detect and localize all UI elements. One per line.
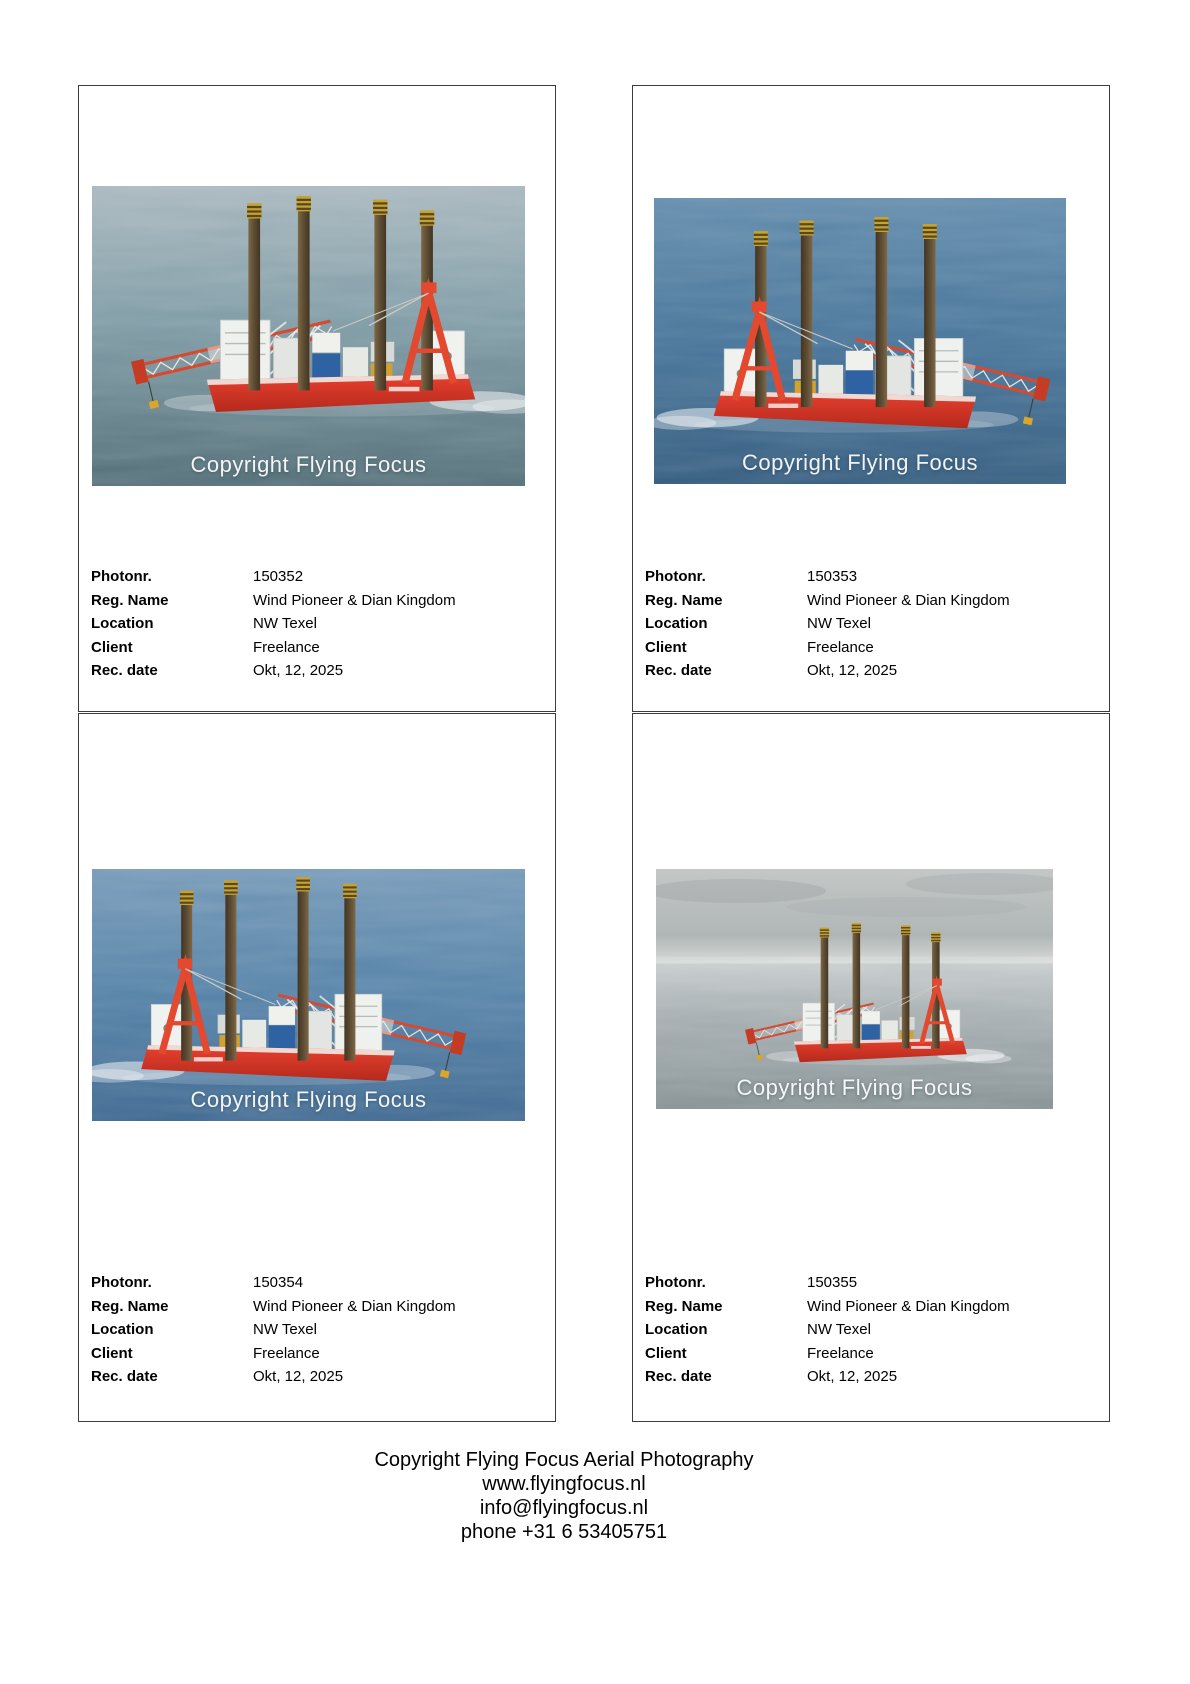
meta-label-reg-name: Reg. Name bbox=[645, 591, 723, 609]
jackup-barge-illustration bbox=[654, 198, 1066, 484]
meta-value-client: Freelance bbox=[253, 1344, 320, 1362]
meta-label-rec-date: Rec. date bbox=[91, 1368, 158, 1385]
meta-row-rec-date bbox=[91, 1368, 547, 1392]
footer-website: www.flyingfocus.nl bbox=[482, 1473, 646, 1495]
meta-label-rec-date: Rec. date bbox=[91, 662, 158, 679]
meta-value-location: NW Texel bbox=[807, 1321, 871, 1338]
meta-label-photonr: Photonr. bbox=[645, 1274, 706, 1291]
meta-row-rec-date bbox=[645, 1368, 1101, 1392]
meta-value-rec-date: Okt, 12, 2025 bbox=[253, 662, 344, 679]
meta-row-reg-name bbox=[645, 1298, 1101, 1322]
jackup-barge-illustration bbox=[656, 869, 1053, 1109]
photo-card bbox=[632, 713, 1110, 1422]
meta-label-client: Client bbox=[645, 1344, 687, 1362]
meta-value-reg-name: Wind Pioneer & Dian Kingdom bbox=[253, 1297, 456, 1315]
footer-email: info@flyingfocus.nl bbox=[479, 1497, 649, 1519]
meta-table bbox=[645, 1274, 1101, 1392]
meta-row-client bbox=[645, 639, 1101, 663]
meta-value-client: Freelance bbox=[253, 638, 320, 656]
meta-row-photonr bbox=[91, 568, 547, 592]
photo-card bbox=[632, 85, 1110, 712]
meta-label-client: Client bbox=[91, 1344, 133, 1362]
meta-value-rec-date: Okt, 12, 2025 bbox=[253, 1368, 344, 1385]
meta-label-rec-date: Rec. date bbox=[645, 662, 712, 679]
meta-label-client: Client bbox=[645, 638, 687, 656]
meta-value-location: NW Texel bbox=[807, 615, 871, 632]
meta-value-reg-name: Wind Pioneer & Dian Kingdom bbox=[253, 591, 456, 609]
meta-row-location bbox=[645, 615, 1101, 639]
meta-label-location: Location bbox=[91, 615, 154, 632]
meta-label-location: Location bbox=[91, 1321, 154, 1338]
meta-value-client: Freelance bbox=[807, 1344, 874, 1362]
meta-label-client: Client bbox=[91, 638, 133, 656]
meta-row-reg-name bbox=[645, 592, 1101, 616]
meta-row-reg-name bbox=[91, 592, 547, 616]
meta-value-photonr: 150355 bbox=[807, 1274, 858, 1291]
meta-row-rec-date bbox=[91, 662, 547, 686]
meta-row-location bbox=[91, 1321, 547, 1345]
meta-label-reg-name: Reg. Name bbox=[91, 1297, 169, 1315]
meta-label-location: Location bbox=[645, 615, 708, 632]
meta-row-photonr bbox=[645, 1274, 1101, 1298]
meta-row-rec-date bbox=[645, 662, 1101, 686]
copyright-watermark: Copyright Flying Focus bbox=[736, 1075, 973, 1100]
meta-value-reg-name: Wind Pioneer & Dian Kingdom bbox=[807, 591, 1010, 609]
meta-label-location: Location bbox=[645, 1321, 708, 1338]
meta-value-photonr: 150354 bbox=[253, 1274, 304, 1291]
meta-row-client bbox=[645, 1345, 1101, 1369]
photo-card bbox=[78, 85, 556, 712]
meta-label-photonr: Photonr. bbox=[645, 568, 706, 585]
meta-row-reg-name bbox=[91, 1298, 547, 1322]
meta-value-reg-name: Wind Pioneer & Dian Kingdom bbox=[807, 1297, 1010, 1315]
meta-table bbox=[91, 1274, 547, 1392]
meta-label-reg-name: Reg. Name bbox=[645, 1297, 723, 1315]
meta-label-rec-date: Rec. date bbox=[645, 1368, 712, 1385]
jackup-barge-illustration bbox=[92, 186, 525, 486]
meta-value-client: Freelance bbox=[807, 638, 874, 656]
footer bbox=[0, 1448, 1128, 1544]
meta-row-photonr bbox=[91, 1274, 547, 1298]
copyright-watermark: Copyright Flying Focus bbox=[190, 452, 427, 477]
footer-phone: phone +31 6 53405751 bbox=[460, 1521, 668, 1543]
meta-row-client bbox=[91, 639, 547, 663]
footer-copyright: Copyright Flying Focus Aerial Photography bbox=[374, 1449, 754, 1471]
meta-label-reg-name: Reg. Name bbox=[91, 591, 169, 609]
vessel-photo bbox=[92, 869, 525, 1121]
vessel-photo bbox=[92, 186, 525, 486]
meta-value-location: NW Texel bbox=[253, 1321, 317, 1338]
photo-card bbox=[78, 713, 556, 1422]
meta-label-photonr: Photonr. bbox=[91, 1274, 152, 1291]
meta-table bbox=[645, 568, 1101, 686]
vessel-photo bbox=[654, 198, 1066, 484]
meta-row-location bbox=[91, 615, 547, 639]
copyright-watermark: Copyright Flying Focus bbox=[742, 450, 978, 475]
meta-value-rec-date: Okt, 12, 2025 bbox=[807, 662, 898, 679]
jackup-barge-illustration bbox=[92, 869, 525, 1121]
meta-row-location bbox=[645, 1321, 1101, 1345]
copyright-watermark: Copyright Flying Focus bbox=[190, 1087, 427, 1112]
meta-value-location: NW Texel bbox=[253, 615, 317, 632]
meta-value-photonr: 150352 bbox=[253, 568, 304, 585]
meta-row-client bbox=[91, 1345, 547, 1369]
meta-value-rec-date: Okt, 12, 2025 bbox=[807, 1368, 898, 1385]
meta-value-photonr: 150353 bbox=[807, 568, 858, 585]
meta-table bbox=[91, 568, 547, 686]
meta-label-photonr: Photonr. bbox=[91, 568, 152, 585]
meta-row-photonr bbox=[645, 568, 1101, 592]
vessel-photo bbox=[656, 869, 1053, 1109]
